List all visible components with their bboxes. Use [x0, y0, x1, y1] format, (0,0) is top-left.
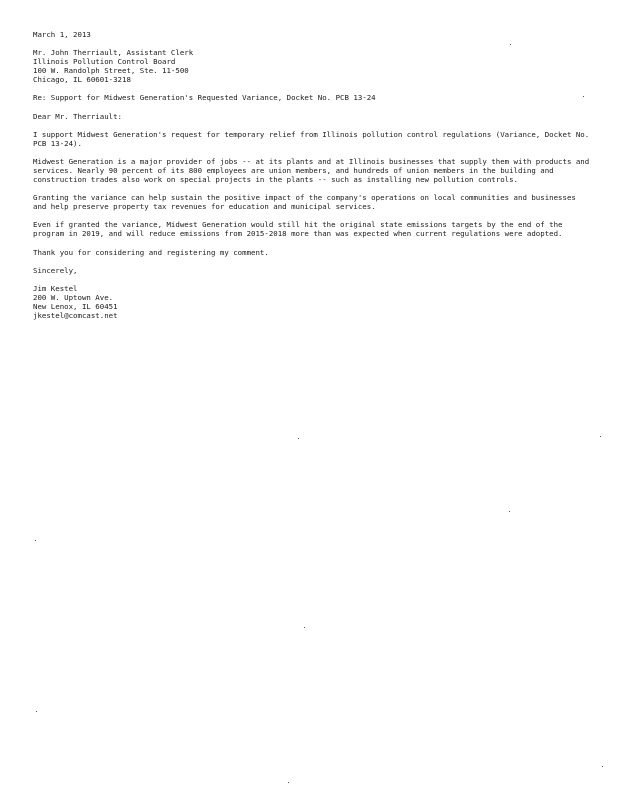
scan-speck — [35, 540, 36, 541]
signature-line: Jim Kestel — [33, 283, 78, 293]
recipient-line: Illinois Pollution Control Board — [33, 57, 176, 67]
body-paragraph: Granting the variance can help sustain the positive impact of the company's operations on local communities and businesses and help preserve property tax revenues for education and municipal services. — [33, 193, 576, 212]
body-paragraph: Midwest Generation is a major provider of jobs -- at its plants and at Illinois businesses that supply them with products and services. Nearly 90 percent of its 800 employees are union members, and hundreds of union members in the building and construction trades also work on special projects in the plants -- such as installing new pollution controls. — [33, 156, 590, 185]
scan-speck — [600, 436, 601, 437]
recipient-address — [33, 48, 593, 84]
scan-speck — [583, 96, 584, 97]
body-paragraph: I support Midwest Generation's request for temporary relief from Illinois pollution control regulations (Variance, Docket No. PCB 13-24). — [33, 129, 590, 148]
recipient-line: Mr. John Therriault, Assistant Clerk — [33, 48, 194, 58]
scan-speck — [602, 766, 603, 767]
letter-date: March 1, 2013 — [33, 30, 91, 39]
signature-block — [33, 284, 593, 320]
recipient-line: 100 W. Randolph Street, Ste. 11-500 — [33, 66, 189, 76]
body-paragraph: Thank you for considering and registering my comment. — [33, 247, 269, 257]
signature-line: jkestel@comcast.net — [33, 310, 118, 320]
recipient-line: Chicago, IL 60601-3218 — [33, 75, 131, 85]
scan-speck — [304, 627, 305, 628]
salutation: Dear Mr. Therriault: — [33, 111, 122, 121]
signature-line: 200 W. Uptown Ave. — [33, 292, 114, 302]
signature-line: New Lenox, IL 60451 — [33, 301, 118, 311]
subject-line: Re: Support for Midwest Generation's Requested Variance, Docket No. PCB 13-24 — [33, 93, 376, 103]
letter-page — [33, 30, 593, 320]
scan-speck — [288, 782, 289, 783]
body-paragraph: Even if granted the variance, Midwest Generation would still hit the original state emissions targets by the end of the program in 2019, and will reduce emissions from 2015-2018 more than was expected when current regulations were adopted. — [33, 220, 563, 239]
scan-speck — [509, 511, 510, 512]
scan-speck — [510, 44, 511, 45]
scan-speck — [36, 711, 37, 712]
scan-speck — [298, 438, 299, 439]
closing: Sincerely, — [33, 265, 78, 275]
